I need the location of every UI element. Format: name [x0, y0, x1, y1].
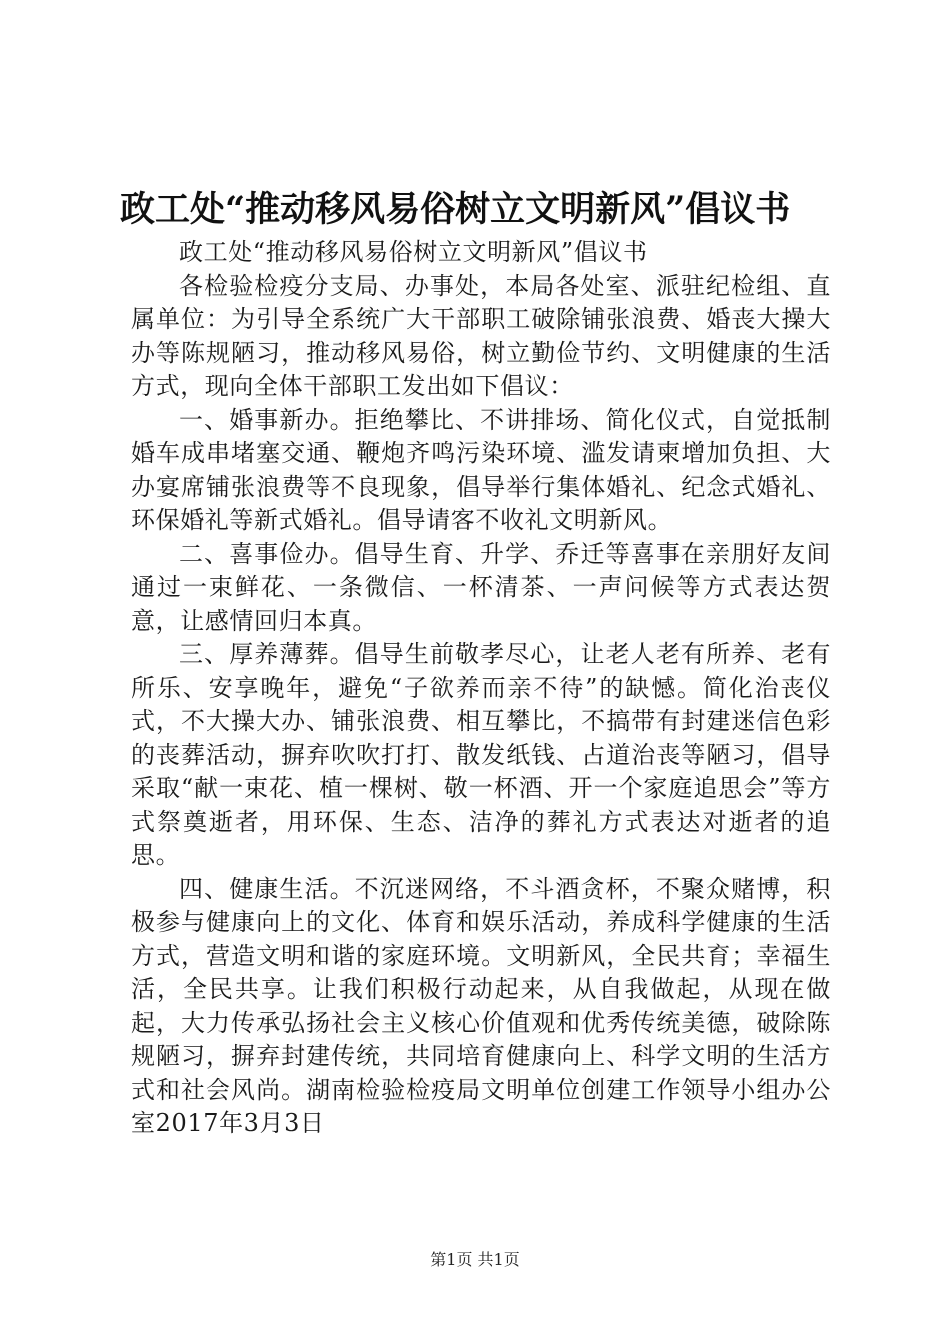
paragraph-celebration: 二、喜事俭办。倡导生育、升学、乔迁等喜事在亲朋好友间通过一束鲜花、一条微信、一杯清茶、一声问候等方式表达贺意，让感情回归本真。 — [131, 539, 831, 635]
paragraph-wedding: 一、婚事新办。拒绝攀比、不讲排场、简化仪式，自觉抵制婚车成串堵塞交通、鞭炮齐鸣污染环境、滥发请柬增加负担、大办宴席铺张浪费等不良现象，倡导举行集体婚礼、纪念式婚礼、环保婚礼等新式婚礼。倡导请客不收礼文明新风。 — [131, 405, 831, 534]
page-number-footer: 第1页 共1页 — [430, 1250, 520, 1269]
paragraph-healthy-living: 四、健康生活。不沉迷网络，不斗酒贪杯，不聚众赌博，积极参与健康向上的文化、体育和娱乐活动，养成科学健康的生活方式，营造文明和谐的家庭环境。文明新风，全民共育；幸福生活，全民共享。让我们积极行动起来，从自我做起，从现在做起，大力传承弘扬社会主义核心价值观和优秀传统美德，破除陈规陋习，摒弃封建传统，共同培育健康向上、科学文明的生活方式和社会风尚。湖南检验检疫局文明单位创建工作领导小组办公室2017年3月3日 — [131, 874, 831, 1137]
paragraph-funeral: 三、厚养薄葬。倡导生前敬孝尽心，让老人老有所养、老有所乐、安享晚年，避免“子欲养而亲不待”的缺憾。简化治丧仪式，不大操大办、铺张浪费、相互攀比，不搞带有封建迷信色彩的丧葬活动，摒弃吹吹打打、散发纸钱、占道治丧等陋习，倡导采取“献一束花、植一棵树、敬一杯酒、开一个家庭追思会”等方式祭奠逝者，用环保、生态、洁净的葬礼方式表达对逝者的追思。 — [131, 640, 831, 869]
document-title: 政工处“推动移风易俗树立文明新风”倡议书 — [120, 189, 791, 230]
paragraph-intro: 各检验检疫分支局、办事处，本局各处室、派驻纪检组、直属单位：为引导全系统广大干部职工破除铺张浪费、婚丧大操大办等陈规陋习，推动移风易俗，树立勤俭节约、文明健康的生活方式，现向全体干部职工发出如下倡议： — [131, 271, 831, 400]
paragraph-heading-repeat: 政工处“推动移风易俗树立文明新风”倡议书 — [179, 238, 648, 266]
document-body — [131, 236, 831, 1141]
